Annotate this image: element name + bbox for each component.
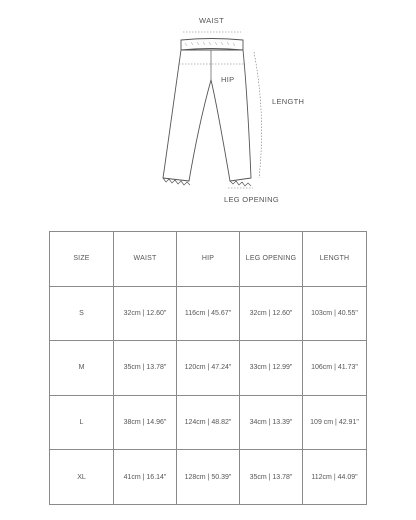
length-cell: 112cm | 44.09" <box>303 450 367 505</box>
size-cell: M <box>50 341 114 396</box>
waist-cell: 35cm | 13.78" <box>114 341 177 396</box>
table-row <box>50 450 367 505</box>
waist-cell: 32cm | 12.60" <box>114 286 177 341</box>
hip-cell: 116cm | 45.67" <box>177 286 240 341</box>
hip-cell: 120cm | 47.24" <box>177 341 240 396</box>
length-measure-line <box>254 52 262 178</box>
leg-opening-cell: 33cm | 12.99" <box>240 341 303 396</box>
header-cell: WAIST <box>114 232 177 287</box>
header-cell: HIP <box>177 232 240 287</box>
pants-illustration <box>0 0 416 215</box>
size-cell: XL <box>50 450 114 505</box>
leg-opening-cell: 32cm | 12.60" <box>240 286 303 341</box>
header-cell: LEG OPENING <box>240 232 303 287</box>
header-cell: SIZE <box>50 232 114 287</box>
size-chart-table <box>49 231 367 505</box>
hem-fringe-right <box>230 181 251 186</box>
leg-opening-cell: 35cm | 13.78" <box>240 450 303 505</box>
waist-label: WAIST <box>199 16 224 25</box>
size-cell: S <box>50 286 114 341</box>
length-cell: 103cm | 40.55" <box>303 286 367 341</box>
waist-cell: 38cm | 14.96" <box>114 395 177 450</box>
table-header-row <box>50 232 367 287</box>
pants-diagram <box>0 0 416 215</box>
leg-opening-label: LEG OPENING <box>224 195 279 204</box>
hip-cell: 124cm | 48.82" <box>177 395 240 450</box>
length-cell: 109 cm | 42.91" <box>303 395 367 450</box>
size-cell: L <box>50 395 114 450</box>
length-label: LENGTH <box>272 97 305 106</box>
pants-outline <box>163 50 251 181</box>
hip-label: HIP <box>221 75 235 84</box>
table-row <box>50 395 367 450</box>
table-row <box>50 341 367 396</box>
table-row <box>50 286 367 341</box>
length-cell: 106cm | 41.73" <box>303 341 367 396</box>
waist-cell: 41cm | 16.14" <box>114 450 177 505</box>
header-cell: LENGTH <box>303 232 367 287</box>
leg-opening-cell: 34cm | 13.39" <box>240 395 303 450</box>
hip-cell: 128cm | 50.39" <box>177 450 240 505</box>
